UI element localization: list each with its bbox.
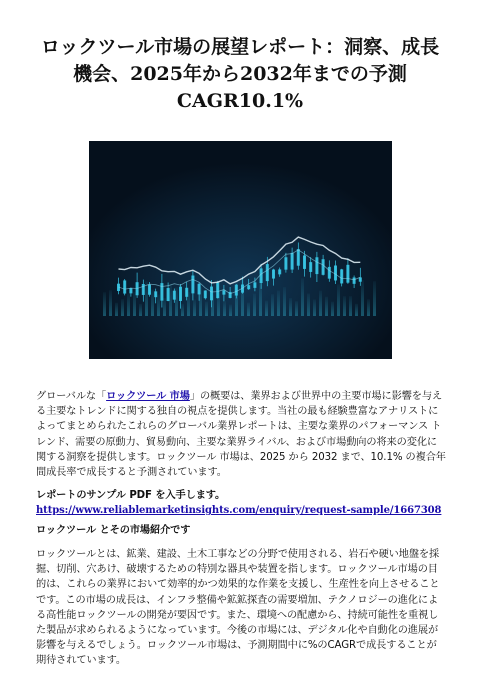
- hero-candle-body: [191, 276, 194, 294]
- market-report-link[interactable]: ロックツール 市場: [106, 391, 190, 402]
- hero-candle-body: [334, 265, 337, 280]
- hero-volume-bar: [109, 290, 112, 316]
- hero-volume-bar: [259, 279, 262, 316]
- hero-volume-bar: [265, 301, 268, 316]
- hero-candle-body: [198, 284, 201, 295]
- hero-candle-body: [340, 269, 343, 283]
- hero-volume-bar: [289, 298, 292, 316]
- hero-volume-bar: [313, 299, 316, 316]
- hero-volume-bar: [295, 301, 298, 316]
- hero-candle-body: [303, 255, 306, 268]
- hero-candle-body: [173, 291, 176, 300]
- title-line-3: CAGR10.1%: [176, 90, 304, 112]
- hero-volume-bar: [205, 302, 208, 316]
- hero-volume-bar: [181, 304, 184, 316]
- section-heading: ロックツール とその市場紹介です: [36, 525, 191, 536]
- hero-candle-body: [204, 291, 207, 299]
- page-title: [20, 34, 460, 115]
- intro-paragraph: [36, 389, 446, 480]
- intro-prefix: グローバルな「: [36, 391, 107, 402]
- hero-volume-bar: [253, 294, 256, 316]
- hero-volume-bar: [331, 302, 334, 316]
- hero-candle-body: [160, 283, 163, 301]
- hero-chart-image: [89, 141, 392, 359]
- hero-volume-bar: [373, 281, 376, 316]
- hero-candle-body: [266, 264, 269, 281]
- hero-candle-body: [353, 277, 356, 283]
- hero-volume-bar: [247, 303, 250, 316]
- title-line-2: 機会、2025年から2032年までの予測: [73, 63, 407, 85]
- hero-volume-bar: [103, 292, 106, 316]
- hero-candle-body: [328, 267, 331, 279]
- hero-candle-body: [185, 288, 188, 297]
- hero-candle-body: [222, 290, 225, 294]
- sample-request-block: [36, 488, 446, 518]
- hero-volume-bar: [307, 294, 310, 316]
- hero-candle-body: [123, 280, 126, 293]
- hero-volume-bar: [193, 299, 196, 316]
- hero-volume-bar: [127, 294, 130, 316]
- hero-volume-bar: [343, 296, 346, 316]
- hero-candle-body: [253, 282, 256, 288]
- hero-volume-bar: [163, 298, 166, 316]
- hero-volume-bar: [361, 280, 364, 316]
- hero-candle-body: [322, 259, 325, 275]
- hero-candle-body: [154, 291, 157, 297]
- hero-volume-bar: [319, 291, 322, 316]
- hero-candle-body: [216, 283, 219, 299]
- intro-body: 」の概要は、業界および世界中の主要市場に影響を与える主要なトレンドに関する独自の視点を提供します。当社の最も経験豊富なアナリストによってまとめられたこれらのグローバル業界レポートは、主要な業界のパフォーマンス トレンド、需要の原動力、貿易動向、主要な業界ライバル、および市場動向の将来の変化に関する洞察を提供します。ロックツール 市場は、2025 から 2032 まで、10.1% の複合年間成長率で成長すると予測されています。: [36, 391, 446, 479]
- hero-volume-bar: [283, 287, 286, 316]
- hero-candle-body: [210, 287, 213, 301]
- hero-volume-bar: [157, 294, 160, 316]
- hero-candle-body: [167, 288, 170, 301]
- hero-volume-bar: [115, 303, 118, 316]
- hero-volume-bar: [301, 278, 304, 316]
- hero-candle-body: [284, 257, 287, 269]
- hero-candle-body: [346, 265, 349, 283]
- hero-volume-bar: [145, 281, 148, 316]
- hero-volume-bar: [223, 301, 226, 316]
- candlestick-graphic: [89, 141, 392, 359]
- sample-label: レポートのサンプル PDF を入手します。: [36, 490, 226, 501]
- hero-volume-bar: [151, 289, 154, 316]
- section-paragraph: ロックツールとは、鉱業、建設、土木工事などの分野で使用される、岩石や硬い地盤を採掘、切削、穴あけ、破壊するための特別な器具や装置を指します。ロックツール市場の目的は、これらの業界において効率的かつ効果的な作業を支援し、生産性を向上させることです。この市場の成長は、インフラ整備や鉱鉱探査の需要増加、テクノロジーの進化による高性能ロックツールの開発が要因です。また、環境への配慮から、持続可能性を重視した製品が求められるようになっています。今後の市場には、デジタル化や自動化の進展が影響を与えるでしょう。ロックツール市場は、予測期間中に%のCAGRで成長することが期待されています。: [36, 549, 440, 667]
- hero-volume-bar: [229, 305, 232, 316]
- hero-volume-bar: [337, 284, 340, 316]
- hero-candle-body: [309, 262, 312, 272]
- hero-candle-body: [148, 285, 151, 295]
- hero-volume-bar: [133, 292, 136, 316]
- hero-volume-bar: [139, 304, 142, 316]
- hero-volume-bar: [367, 299, 370, 316]
- hero-candle-body: [129, 288, 132, 293]
- hero-volume-bar: [355, 304, 358, 316]
- hero-candle-body: [297, 249, 300, 266]
- title-line-1: ロックツール市場の展望レポート：洞察、成長: [40, 36, 440, 58]
- hero-candle-body: [179, 287, 182, 301]
- hero-volume-bar: [121, 299, 124, 316]
- hero-volume-bar: [271, 294, 274, 316]
- hero-candle-body: [272, 270, 275, 279]
- hero-candle-body: [235, 285, 238, 296]
- hero-volume-bar: [277, 291, 280, 316]
- hero-volume-bar: [349, 296, 352, 316]
- sample-request-link[interactable]: https://www.reliablemarketinsights.com/enquiry/request-sample/1667308: [36, 505, 442, 517]
- hero-candle-body: [247, 285, 250, 289]
- hero-candle-body: [278, 269, 281, 274]
- hero-candle-body: [291, 253, 294, 270]
- hero-candle-body: [315, 257, 318, 274]
- hero-volume-bar: [325, 297, 328, 316]
